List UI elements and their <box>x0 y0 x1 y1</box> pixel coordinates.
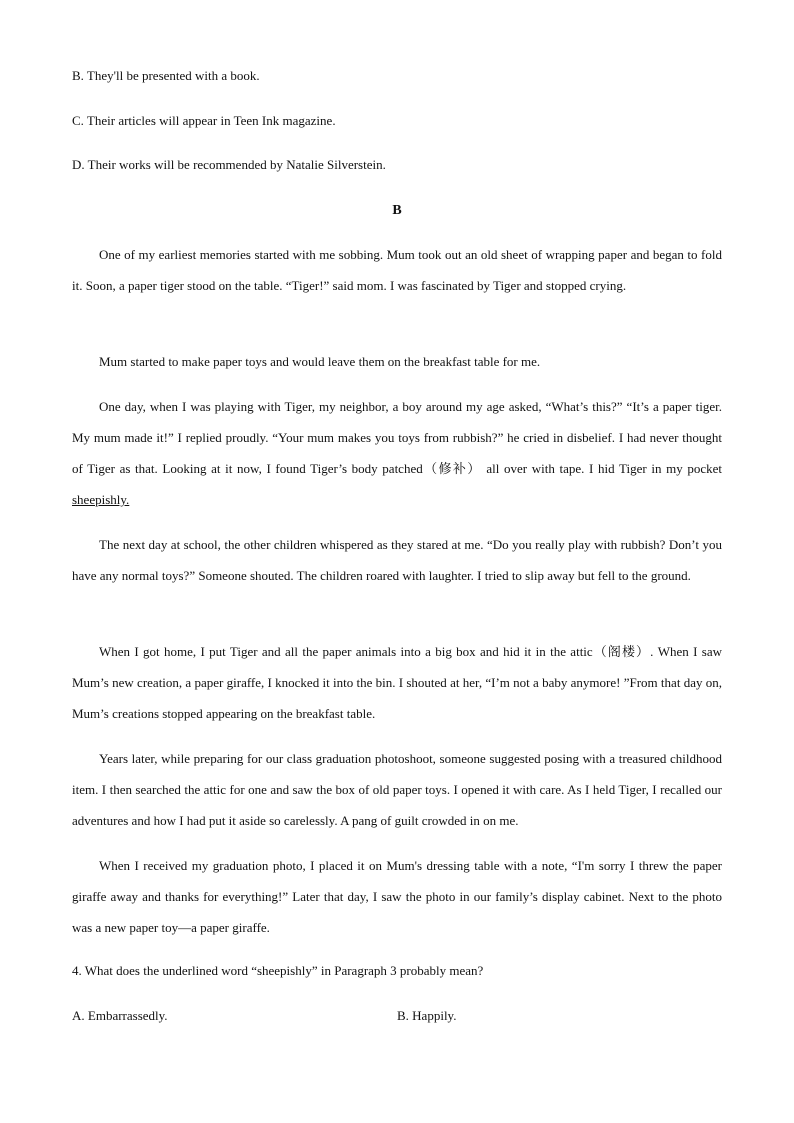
underlined-word: sheepishly. <box>72 492 130 507</box>
paragraph-7: When I received my graduation photo, I placed it on Mum's dressing table with a note, “I'm sorry I threw the paper giraffe away and thanks for everything!” Later that day, I saw the photo in our family’s display cabinet. Next to the photo was a new paper toy—a paper giraffe. <box>72 858 722 935</box>
section-title: B <box>392 203 402 218</box>
question-4-stem: 4. What does the underlined word “sheepishly” in Paragraph 3 probably mean? <box>72 963 484 978</box>
paragraph-4: The next day at school, the other children whispered as they stared at me. “Do you really play with rubbish? Don’t you have any normal toys?” Someone shouted. The children roared with laughter. I tried to slip away but fell to the ground. <box>72 537 722 583</box>
paragraph-3 <box>72 391 722 515</box>
paragraph-5: When I got home, I put Tiger and all the paper animals into a big box and hid it in the attic（阁楼）. When I saw Mum’s new creation, a paper giraffe, I knocked it into the bin. I shouted at her, “I’m not a baby anymore! ”From that day on, Mum’s creations stopped appearing on the breakfast table. <box>72 644 722 721</box>
prev-option-b: B. They'll be presented with a book. <box>72 68 260 83</box>
paragraph-2: Mum started to make paper toys and would leave them on the breakfast table for me. <box>99 354 541 369</box>
paragraph-6: Years later, while preparing for our class graduation photoshoot, someone suggested posing with a treasured childhood item. I then searched the attic for one and saw the box of old paper toys. I opened it with care. As I held Tiger, I recalled our adventures and how I had put it aside so carelessly. A pang of guilt crowded in on me. <box>72 751 722 828</box>
prev-option-c: C. Their articles will appear in Teen Ink magazine. <box>72 113 336 128</box>
question-4-option-a: A. Embarrassedly. <box>72 1008 168 1023</box>
paragraph-1: One of my earliest memories started with me sobbing. Mum took out an old sheet of wrapping paper and began to fold it. Soon, a paper tiger stood on the table. “Tiger!” said mom. I was fascinated by Tiger and stopped crying. <box>72 247 722 293</box>
paragraph-3-text: One day, when I was playing with Tiger, my neighbor, a boy around my age asked, “What’s this?” “It’s a paper tiger. My mum made it!” I replied proudly. “Your mum makes you toys from rubbish?” he cried in disbelief. I had never thought of Tiger as that. Looking at it now, I found Tiger’s body patched（修补） all over with tape. I hid Tiger in my pocket <box>72 399 722 476</box>
prev-option-d: D. Their works will be recommended by Natalie Silverstein. <box>72 157 386 172</box>
question-4-option-b: B. Happily. <box>397 1008 457 1023</box>
